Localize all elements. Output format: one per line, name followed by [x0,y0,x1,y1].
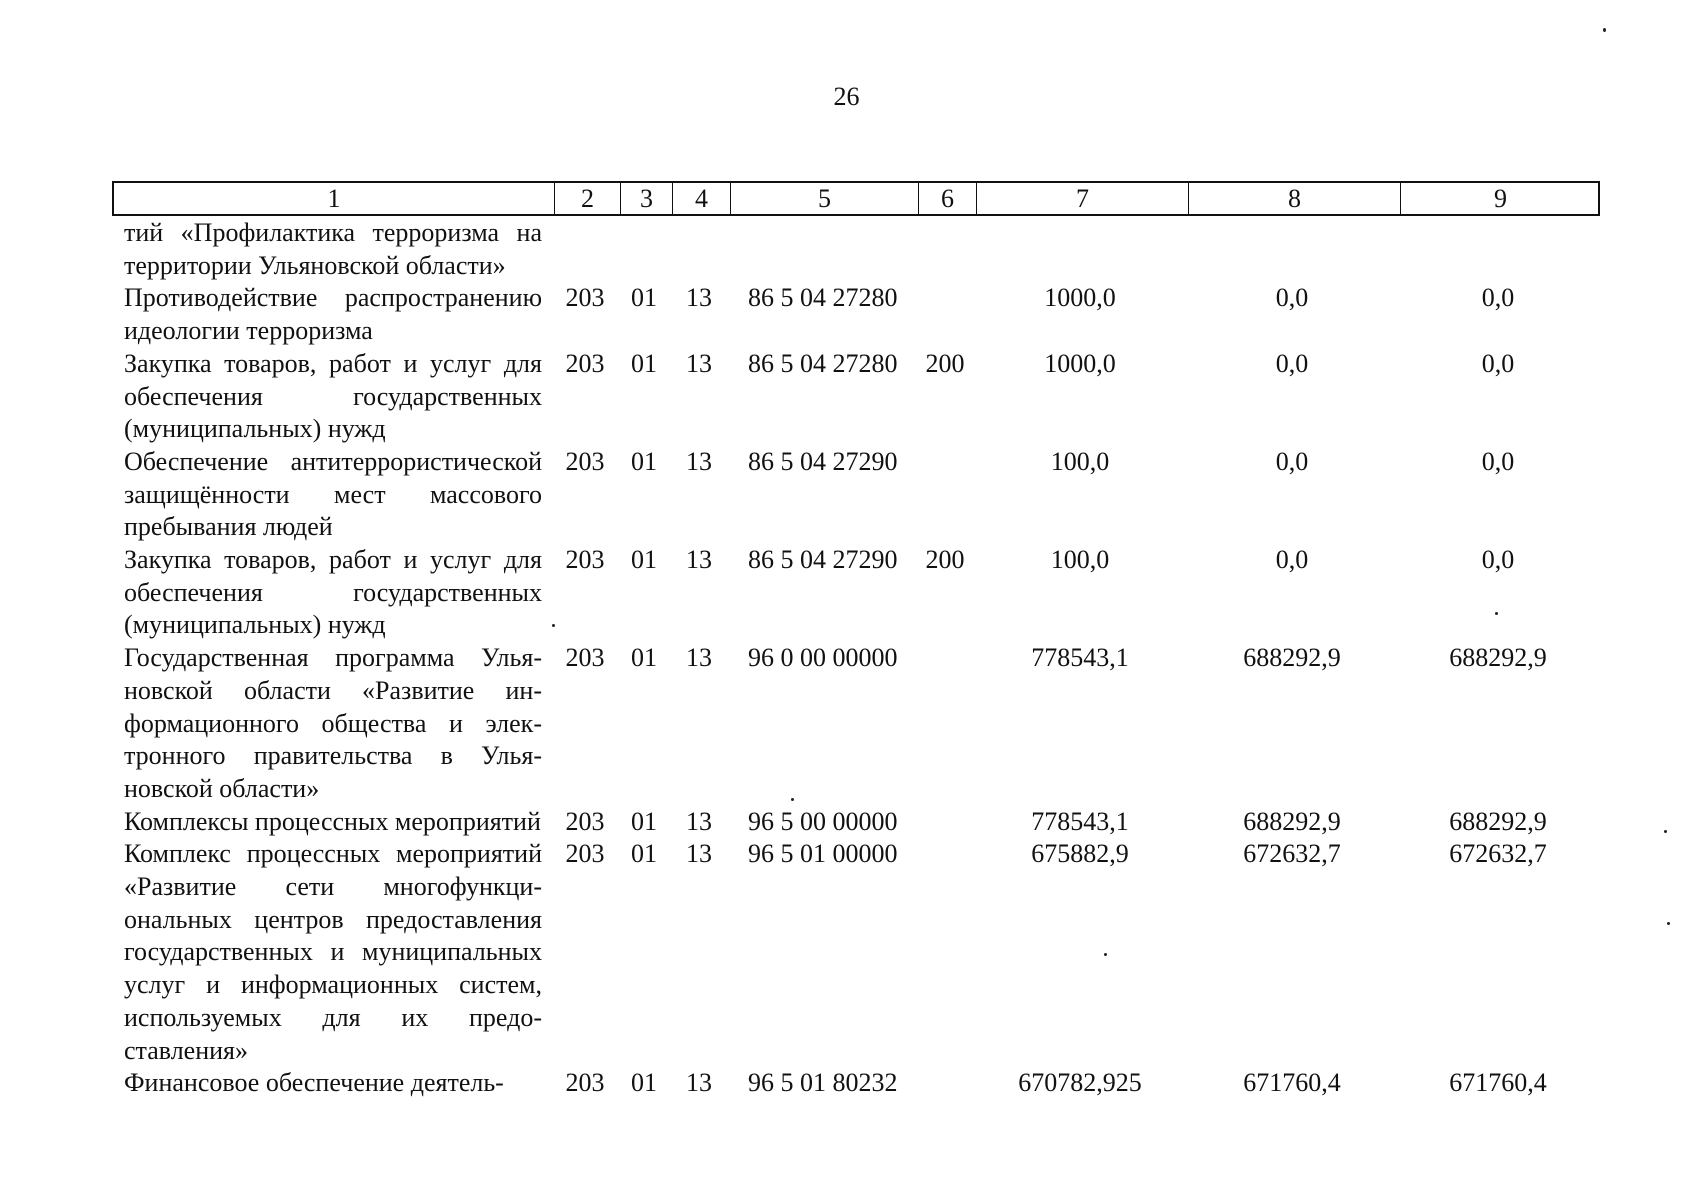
cell-col-3: 01 [631,348,657,378]
table-row [112,282,1600,347]
table-row [112,217,1600,282]
table-row [112,838,1600,1067]
row-description: Закупка товаров, работ и услуг для обеспечения государственных (муниципальных) нужд [124,348,542,444]
cell-col-7: 1000,0 [1044,348,1116,378]
cell-col-8: 0,0 [1275,283,1309,313]
cell-col-6: 200 [925,545,965,575]
table-row [112,1067,1600,1100]
cell-col-7: 675882,9 [1031,839,1129,869]
table-row [112,544,1600,642]
cell-col-7: 1000,0 [1044,283,1116,313]
cell-col-7: 778543,1 [1031,643,1129,673]
scan-speck [1495,612,1498,615]
header-col-1: 1 [327,184,341,213]
budget-table [112,217,1600,1100]
cell-col-2: 203 [565,283,605,313]
cell-col-4: 13 [686,283,712,313]
cell-col-4: 13 [686,839,712,869]
cell-col-3: 01 [631,643,657,673]
row-description: Комплексы процессных мероприятий [124,806,541,836]
table-row [112,348,1600,446]
cell-col-8: 671760,4 [1243,1068,1341,1098]
scan-speck [791,798,794,801]
cell-col-9: 0,0 [1481,283,1515,313]
cell-col-4: 13 [686,643,712,673]
header-col-8: 8 [1188,183,1400,214]
cell-col-5: 86 5 04 27280 [748,283,898,313]
cell-col-5: 96 5 00 00000 [748,806,898,836]
cell-col-9: 0,0 [1481,545,1515,575]
header-col-9: 9 [1400,183,1600,214]
scan-speck [552,624,555,627]
cell-col-9: 671760,4 [1449,1068,1547,1098]
cell-col-8: 688292,9 [1243,806,1341,836]
cell-col-9: 688292,9 [1449,806,1547,836]
cell-col-7: 670782,925 [1018,1068,1142,1098]
cell-col-9: 0,0 [1481,348,1515,378]
cell-col-8: 688292,9 [1243,643,1341,673]
header-col-6: 6 [918,183,976,214]
scan-speck [1664,830,1667,833]
cell-col-6: 200 [925,348,965,378]
cell-col-2: 203 [565,806,605,836]
cell-col-3: 01 [631,839,657,869]
cell-col-2: 203 [565,643,605,673]
row-description: тий «Профилактика терроризма на территории Ульяновской области» [124,218,542,280]
cell-col-8: 0,0 [1275,348,1309,378]
row-description: Комплекс процессных мероприятий «Развитие сети многофункциональных центров предоставления государственных и муниципальных услуг и информационных систем, используемых для их предоставления» [124,839,542,1065]
header-col-5: 5 [730,183,918,214]
cell-col-5: 96 5 01 00000 [748,839,898,869]
row-description: Противодействие распространению идеологии терроризма [124,283,542,346]
table-row [112,806,1600,839]
cell-col-3: 01 [631,1068,657,1098]
cell-col-3: 01 [631,283,657,313]
cell-col-3: 01 [631,446,657,476]
cell-col-8: 672632,7 [1243,839,1341,869]
cell-col-4: 13 [686,1068,712,1098]
cell-col-8: 0,0 [1275,446,1309,476]
cell-col-3: 01 [631,806,657,836]
cell-col-9: 688292,9 [1449,643,1547,673]
cell-col-5: 86 5 04 27290 [748,545,898,575]
page-number: 26 [833,82,860,111]
scan-speck [1104,953,1107,956]
scan-speck [1603,28,1606,32]
cell-col-9: 0,0 [1481,446,1515,476]
cell-col-2: 203 [565,839,605,869]
row-description: Государственная программа Ульяновской области «Развитие информационного общества и электронного правительства в Ульяновской области» [124,643,542,803]
cell-col-2: 203 [565,1068,605,1098]
table-row [112,642,1600,806]
cell-col-2: 203 [565,446,605,476]
cell-col-5: 86 5 04 27280 [748,348,898,378]
row-description: Финансовое обеспечение деятель- [124,1068,504,1098]
cell-col-4: 13 [686,806,712,836]
table-header [112,181,1600,216]
cell-col-9: 672632,7 [1449,839,1547,869]
cell-col-5: 96 5 01 80232 [748,1068,898,1098]
row-description: Закупка товаров, работ и услуг для обеспечения государственных (муниципальных) нужд [124,545,542,640]
cell-col-5: 96 0 00 00000 [748,643,898,673]
row-description: Обеспечение антитеррористической защищённости мест массового пребывания людей [124,446,542,542]
header-col-3: 3 [620,183,672,214]
cell-col-3: 01 [631,545,657,575]
cell-col-7: 778543,1 [1031,806,1129,836]
cell-col-8: 0,0 [1275,545,1309,575]
header-col-2: 2 [554,183,620,214]
cell-col-4: 13 [686,545,712,575]
cell-col-5: 86 5 04 27290 [748,446,898,476]
cell-col-4: 13 [686,446,712,476]
cell-col-7: 100,0 [1050,446,1110,476]
header-col-7: 7 [976,183,1188,214]
scan-speck [1667,922,1670,925]
cell-col-2: 203 [565,545,605,575]
cell-col-7: 100,0 [1050,545,1110,575]
cell-col-2: 203 [565,348,605,378]
cell-col-4: 13 [686,348,712,378]
table-row [112,446,1600,544]
header-col-4: 4 [672,183,730,214]
